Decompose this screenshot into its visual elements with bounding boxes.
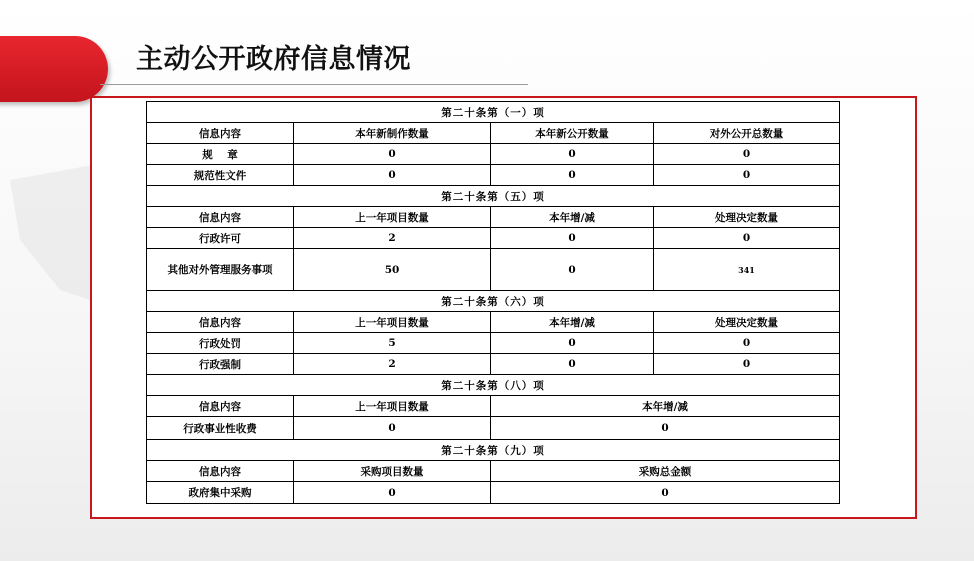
table-cell: 50 bbox=[294, 249, 491, 291]
table-cell: 0 bbox=[491, 228, 654, 249]
section-header-row bbox=[147, 375, 840, 396]
column-header: 本年增/减 bbox=[491, 312, 654, 333]
row-label: 规 章 bbox=[147, 144, 294, 165]
row-label: 规范性文件 bbox=[147, 165, 294, 186]
column-header: 本年增/减 bbox=[491, 396, 840, 417]
column-header: 上一年项目数量 bbox=[294, 396, 491, 417]
table-cell: 0 bbox=[491, 165, 654, 186]
table-cell: 0 bbox=[654, 354, 840, 375]
section-header-row bbox=[147, 186, 840, 207]
section-title: 第二十条第（八）项 bbox=[147, 375, 840, 396]
section-title: 第二十条第（五）项 bbox=[147, 186, 840, 207]
row-label: 行政处罚 bbox=[147, 333, 294, 354]
table-header-row bbox=[147, 123, 840, 144]
disclosure-table bbox=[146, 101, 840, 504]
table-row bbox=[147, 482, 840, 504]
column-header: 采购项目数量 bbox=[294, 461, 491, 482]
page-title: 主动公开政府信息情况 bbox=[136, 44, 411, 75]
column-header: 处理决定数量 bbox=[654, 207, 840, 228]
table-cell: 0 bbox=[491, 482, 840, 504]
table-row bbox=[147, 144, 840, 165]
row-label: 行政强制 bbox=[147, 354, 294, 375]
column-header: 信息内容 bbox=[147, 312, 294, 333]
column-header: 信息内容 bbox=[147, 396, 294, 417]
table-cell: 0 bbox=[294, 417, 491, 440]
section-header-row bbox=[147, 440, 840, 461]
table-header-row bbox=[147, 207, 840, 228]
row-label: 行政许可 bbox=[147, 228, 294, 249]
column-header: 本年新公开数量 bbox=[491, 123, 654, 144]
table-cell: 0 bbox=[654, 333, 840, 354]
row-label: 政府集中采购 bbox=[147, 482, 294, 504]
table-header-row bbox=[147, 396, 840, 417]
section-header-row bbox=[147, 102, 840, 123]
section-title: 第二十条第（九）项 bbox=[147, 440, 840, 461]
table-header-row bbox=[147, 312, 840, 333]
table-cell: 341 bbox=[654, 249, 840, 291]
table-cell: 0 bbox=[294, 482, 491, 504]
column-header: 采购总金额 bbox=[491, 461, 840, 482]
section-header-row bbox=[147, 291, 840, 312]
table-cell: 0 bbox=[294, 165, 491, 186]
table-row bbox=[147, 228, 840, 249]
table-row bbox=[147, 417, 840, 440]
column-header: 处理决定数量 bbox=[654, 312, 840, 333]
column-header: 本年增/减 bbox=[491, 207, 654, 228]
table-header-row bbox=[147, 461, 840, 482]
table-row bbox=[147, 165, 840, 186]
title-accent-tab bbox=[0, 36, 108, 102]
column-header: 上一年项目数量 bbox=[294, 207, 491, 228]
table-cell: 2 bbox=[294, 354, 491, 375]
section-title: 第二十条第（一）项 bbox=[147, 102, 840, 123]
table-cell: 0 bbox=[654, 228, 840, 249]
row-label: 其他对外管理服务事项 bbox=[147, 249, 294, 291]
column-header: 信息内容 bbox=[147, 207, 294, 228]
title-underline bbox=[100, 84, 528, 85]
row-label: 行政事业性收费 bbox=[147, 417, 294, 440]
table-row bbox=[147, 354, 840, 375]
table-cell: 5 bbox=[294, 333, 491, 354]
table-row bbox=[147, 333, 840, 354]
table-cell: 0 bbox=[491, 249, 654, 291]
table-cell: 0 bbox=[294, 144, 491, 165]
table-cell: 0 bbox=[654, 165, 840, 186]
column-header: 信息内容 bbox=[147, 461, 294, 482]
table-row bbox=[147, 249, 840, 291]
table-cell: 2 bbox=[294, 228, 491, 249]
column-header: 上一年项目数量 bbox=[294, 312, 491, 333]
column-header: 信息内容 bbox=[147, 123, 294, 144]
table-cell: 0 bbox=[654, 144, 840, 165]
column-header: 对外公开总数量 bbox=[654, 123, 840, 144]
table-cell: 0 bbox=[491, 417, 840, 440]
section-title: 第二十条第（六）项 bbox=[147, 291, 840, 312]
table-cell: 0 bbox=[491, 354, 654, 375]
table-cell: 0 bbox=[491, 144, 654, 165]
table-cell: 0 bbox=[491, 333, 654, 354]
column-header: 本年新制作数量 bbox=[294, 123, 491, 144]
